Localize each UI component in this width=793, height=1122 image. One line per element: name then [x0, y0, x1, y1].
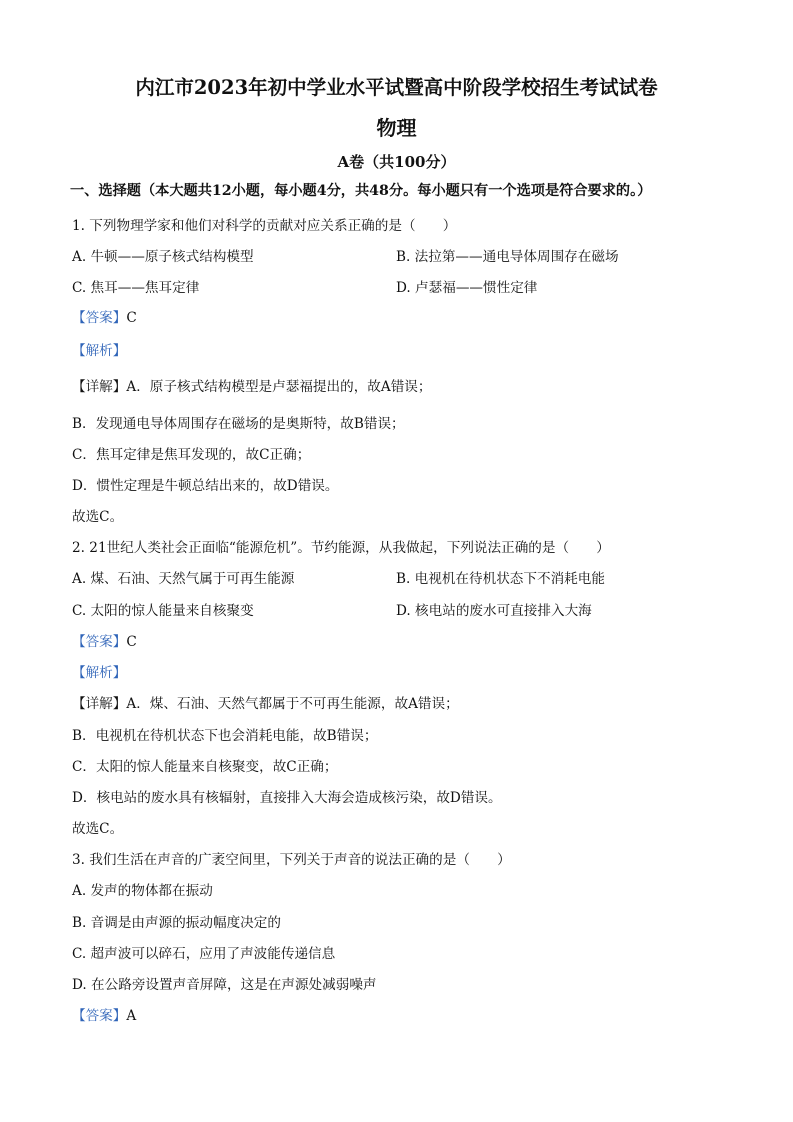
q1-detail-4: D．惯性定理是牛顿总结出来的，故D错误。 — [72, 478, 339, 494]
q2-option-c: C. 太阳的惊人能量来自核聚变 — [72, 603, 254, 619]
q2-option-b: B. 电视机在待机状态下不消耗电能 — [396, 571, 605, 587]
volume-title: A卷（共100分） — [337, 153, 456, 171]
q2-analysis-tag: 【解析】 — [72, 665, 127, 681]
q1-stem: 1. 下列物理学家和他们对科学的贡献对应关系正确的是（ ） — [72, 218, 457, 234]
q3-answer — [72, 1004, 136, 1024]
q2-stem: 2. 21世纪人类社会正面临“能源危机”。节约能源，从我做起，下列说法正确的是（ ） — [72, 540, 610, 556]
q2-detail-4: D．核电站的废水具有核辐射，直接排入大海会造成核污染，故D错误。 — [72, 790, 502, 806]
detail-tag: 【详解】 — [72, 696, 127, 712]
q3-option-a: A. 发声的物体都在振动 — [72, 883, 213, 899]
answer-tag: 【答案】 — [72, 1008, 127, 1024]
answer-value: C — [126, 310, 137, 326]
q2-conclusion: 故选C。 — [72, 821, 124, 837]
detail-tag: 【详解】 — [72, 379, 127, 395]
q2-answer — [72, 630, 137, 650]
q2-detail-1: 【详解】A．煤、石油、天然气都属于不可再生能源，故A错误； — [72, 696, 459, 712]
q1-analysis-tag: 【解析】 — [72, 343, 127, 359]
q1-detail-1: 【详解】A．原子核式结构模型是卢瑟福提出的，故A错误； — [72, 379, 432, 395]
answer-tag: 【答案】 — [72, 310, 127, 326]
section-heading: 一、选择题（本大题共12小题，每小题4分，共48分。每小题只有一个选项是符合要求的。） — [70, 183, 652, 199]
q3-option-c: C. 超声波可以碎石，应用了声波能传递信息 — [72, 946, 336, 962]
q1-option-b: B. 法拉第——通电导体周围存在磁场 — [396, 249, 619, 265]
q1-option-c: C. 焦耳——焦耳定律 — [72, 280, 200, 296]
answer-value: A — [126, 1008, 137, 1024]
q1-answer — [72, 306, 137, 326]
q1-conclusion: 故选C。 — [72, 509, 124, 525]
q1-option-a: A. 牛顿——原子核式结构模型 — [72, 249, 254, 265]
subject-title: 物理 — [376, 116, 417, 140]
q1-detail-3: C．焦耳定律是焦耳发现的，故C正确； — [72, 447, 311, 463]
q2-detail-3: C．太阳的惊人能量来自核聚变，故C正确； — [72, 759, 338, 775]
exam-title: 内江市2023年初中学业水平试暨高中阶段学校招生考试试卷 — [135, 76, 658, 99]
q3-stem: 3. 我们生活在声音的广袤空间里，下列关于声音的说法正确的是（ ） — [72, 852, 511, 868]
q2-option-d: D. 核电站的废水可直接排入大海 — [396, 603, 592, 619]
q1-detail-2: B．发现通电导体周围存在磁场的是奥斯特，故B错误； — [72, 416, 405, 432]
answer-tag: 【答案】 — [72, 634, 127, 650]
q2-detail-2: B．电视机在待机状态下也会消耗电能，故B错误； — [72, 728, 378, 744]
q3-option-d: D. 在公路旁设置声音屏障，这是在声源处减弱噪声 — [72, 977, 377, 993]
q3-option-b: B. 音调是由声源的振动幅度决定的 — [72, 915, 281, 931]
q1-option-d: D. 卢瑟福——惯性定律 — [396, 280, 538, 296]
answer-value: C — [126, 634, 137, 650]
q2-option-a: A. 煤、石油、天然气属于可再生能源 — [72, 571, 295, 587]
